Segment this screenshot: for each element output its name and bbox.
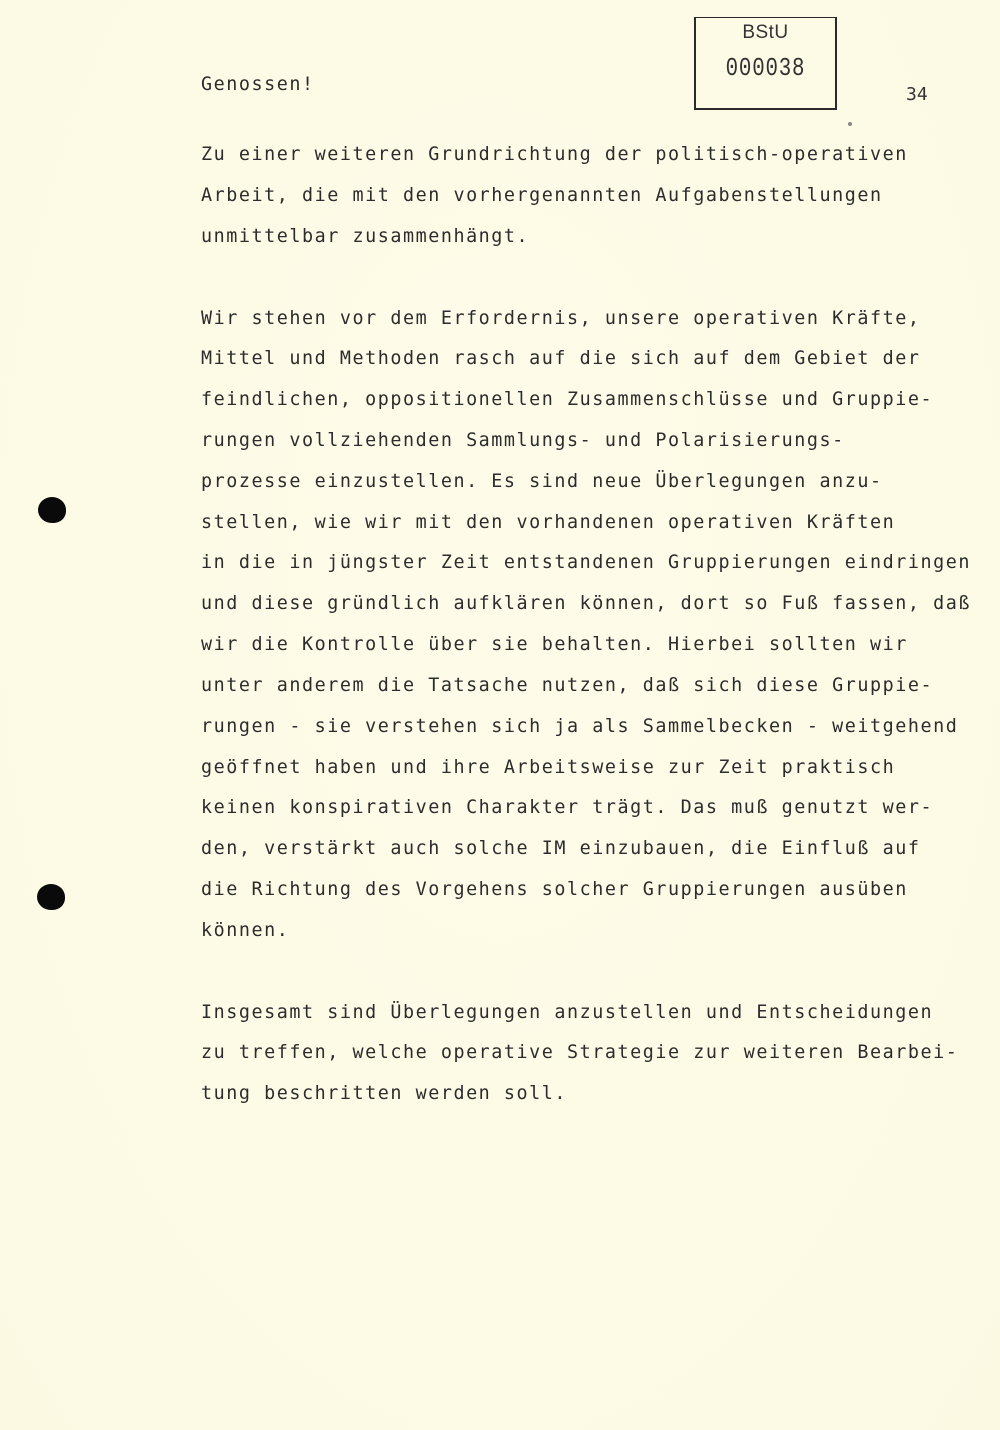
text-line: unmittelbar zusammenhängt. <box>201 226 530 247</box>
text-line: tung beschritten werden soll. <box>201 1083 568 1104</box>
text-line: in die in jüngster Zeit entstandenen Gruppierungen eindringen <box>201 552 971 573</box>
text-line: feindlichen, oppositionellen Zusammenschlüsse und Gruppie- <box>201 389 934 410</box>
text-line: Insgesamt sind Überlegungen anzustellen und Entscheidungen <box>201 1002 934 1023</box>
text-line: prozesse einzustellen. Es sind neue Überlegungen anzu- <box>201 471 883 492</box>
text-line: stellen, wie wir mit den vorhandenen operativen Kräften <box>201 512 896 533</box>
stamp-organization: BStU <box>742 22 789 43</box>
punch-hole-icon <box>38 497 66 523</box>
text-line: können. <box>201 920 290 941</box>
stamp-number: 000038 <box>725 53 806 83</box>
text-line: Arbeit, die mit den vorhergenannten Aufgabenstellungen <box>201 185 883 206</box>
text-line: rungen vollziehenden Sammlungs- und Polarisierungs- <box>201 430 845 451</box>
archive-stamp <box>694 17 837 110</box>
ink-speck <box>848 122 852 126</box>
text-line: Zu einer weiteren Grundrichtung der politisch-operativen <box>201 144 908 165</box>
punch-hole-icon <box>37 884 65 910</box>
text-line: Wir stehen vor dem Erfordernis, unsere operativen Kräfte, <box>201 308 921 329</box>
salutation: Genossen! <box>201 74 315 95</box>
text-line: die Richtung des Vorgehens solcher Gruppierungen ausüben <box>201 879 908 900</box>
text-line: geöffnet haben und ihre Arbeitsweise zur Zeit praktisch <box>201 757 896 778</box>
text-line: und diese gründlich aufklären können, dort so Fuß fassen, daß <box>201 593 971 614</box>
text-line: den, verstärkt auch solche IM einzubauen, die Einfluß auf <box>201 838 921 859</box>
page-number: 34 <box>906 84 928 105</box>
text-line: zu treffen, welche operative Strategie zur weiteren Bearbei- <box>201 1042 959 1063</box>
text-line: rungen - sie verstehen sich ja als Sammelbecken - weitgehend <box>201 716 959 737</box>
text-line: Mittel und Methoden rasch auf die sich auf dem Gebiet der <box>201 348 921 369</box>
text-line: unter anderem die Tatsache nutzen, daß sich diese Gruppie- <box>201 675 934 696</box>
text-line: wir die Kontrolle über sie behalten. Hierbei sollten wir <box>201 634 908 655</box>
text-line: keinen konspirativen Charakter trägt. Das muß genutzt wer- <box>201 797 934 818</box>
